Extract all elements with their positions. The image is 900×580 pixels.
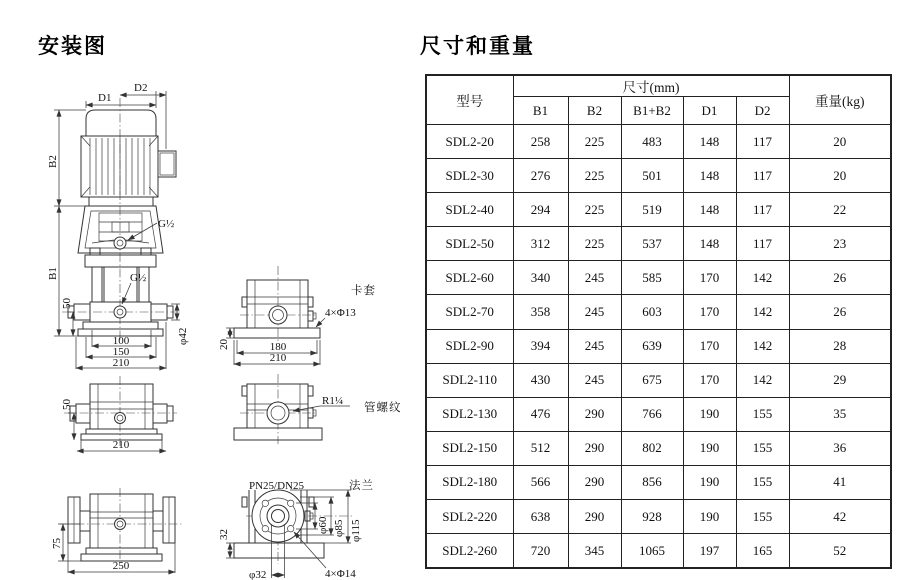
dim-32-label: 32 (218, 529, 230, 540)
d2-cell: 155 (736, 465, 789, 499)
b1-cell: 476 (513, 397, 568, 431)
table-row (426, 159, 891, 193)
b1-cell: 358 (513, 295, 568, 329)
w-cell: 29 (789, 363, 891, 397)
dim-50-label: 50 (61, 298, 73, 309)
dim-150-label: 150 (112, 346, 130, 358)
b2-cell: 290 (568, 500, 621, 534)
col-header-model: 型号 (426, 75, 513, 125)
col-header-weight: 重量(kg) (789, 75, 891, 125)
model-cell: SDL2-220 (426, 500, 513, 534)
dim-180-label: 180 (269, 341, 287, 353)
thread-view (234, 374, 402, 444)
dim-phi32-label: φ32 (249, 569, 267, 580)
b1b2-cell: 856 (621, 465, 683, 499)
b1b2-cell: 1065 (621, 534, 683, 569)
w-cell: 22 (789, 193, 891, 227)
installation-diagram-title: 安装图 (38, 35, 107, 58)
d2-cell: 142 (736, 295, 789, 329)
b2-cell: 225 (568, 227, 621, 261)
w-cell: 35 (789, 397, 891, 431)
flange-view (218, 478, 374, 580)
b2-cell: 245 (568, 295, 621, 329)
dim-210-label: 210 (112, 357, 130, 369)
table-row (426, 227, 891, 261)
d2-cell: 117 (736, 125, 789, 159)
d2-cell: 165 (736, 534, 789, 569)
d1-cell: 190 (683, 500, 736, 534)
model-cell: SDL2-90 (426, 329, 513, 363)
table-row (426, 295, 891, 329)
w-cell: 20 (789, 159, 891, 193)
w-cell: 23 (789, 227, 891, 261)
dim-75-label: 75 (51, 538, 63, 549)
w-cell: 20 (789, 125, 891, 159)
dim-phi60-label: φ60 (317, 516, 329, 534)
table-header (426, 75, 891, 125)
w-cell: 41 (789, 465, 891, 499)
dim-250-label: 250 (112, 560, 130, 572)
col-header-dims-group: 尺寸(mm) (513, 75, 789, 97)
w-cell: 26 (789, 261, 891, 295)
b2-cell: 225 (568, 193, 621, 227)
d2-cell: 117 (736, 227, 789, 261)
b1-cell: 394 (513, 329, 568, 363)
dim-d1-label: D1 (98, 92, 112, 104)
clamp-name-label: 卡套 (351, 285, 376, 297)
dim-phi42-label: φ42 (177, 327, 189, 345)
b1b2-cell: 585 (621, 261, 683, 295)
dim-20-label: 20 (218, 339, 230, 350)
dim-b2-label: B2 (47, 155, 59, 168)
model-cell: SDL2-20 (426, 125, 513, 159)
dim-d2-label: D2 (134, 82, 148, 94)
w-cell: 52 (789, 534, 891, 569)
base-view-50 (61, 376, 177, 452)
b2-cell: 245 (568, 329, 621, 363)
installation-drawing (0, 0, 420, 580)
b1b2-cell: 928 (621, 500, 683, 534)
d1-cell: 190 (683, 465, 736, 499)
table-body (426, 125, 891, 569)
b1b2-cell: 483 (621, 125, 683, 159)
b1b2-cell: 603 (621, 295, 683, 329)
d1-cell: 190 (683, 397, 736, 431)
b1b2-cell: 537 (621, 227, 683, 261)
dim-210b-label: 210 (112, 439, 130, 451)
b1-cell: 294 (513, 193, 568, 227)
b2-cell: 345 (568, 534, 621, 569)
d1-cell: 190 (683, 431, 736, 465)
clamp-holes-label: 4×Φ13 (325, 307, 356, 319)
b2-cell: 245 (568, 363, 621, 397)
clamp-view (218, 266, 376, 365)
d2-cell: 155 (736, 397, 789, 431)
table-row (426, 500, 891, 534)
b2-cell: 225 (568, 159, 621, 193)
model-cell: SDL2-40 (426, 193, 513, 227)
flange-holes-label: 4×Φ14 (325, 568, 356, 580)
d1-cell: 148 (683, 227, 736, 261)
d2-cell: 155 (736, 500, 789, 534)
flange-name-label: 法兰 (349, 480, 374, 492)
d1-cell: 197 (683, 534, 736, 569)
b2-cell: 245 (568, 261, 621, 295)
d2-cell: 142 (736, 363, 789, 397)
col-header-b2: B2 (568, 97, 621, 125)
d2-cell: 142 (736, 329, 789, 363)
model-cell: SDL2-50 (426, 227, 513, 261)
table-row (426, 125, 891, 159)
model-cell: SDL2-130 (426, 397, 513, 431)
b1b2-cell: 519 (621, 193, 683, 227)
b1b2-cell: 501 (621, 159, 683, 193)
dimensions-weight-title: 尺寸和重量 (420, 35, 535, 58)
table-row (426, 193, 891, 227)
dim-100-label: 100 (112, 335, 130, 347)
dimensions-weight-section (425, 74, 892, 569)
b1-cell: 720 (513, 534, 568, 569)
dim-phi85-label: φ85 (333, 519, 345, 537)
table-row (426, 534, 891, 569)
w-cell: 42 (789, 500, 891, 534)
model-cell: SDL2-60 (426, 261, 513, 295)
d1-cell: 148 (683, 193, 736, 227)
thread-name-label: 管螺纹 (364, 402, 402, 414)
d1-cell: 170 (683, 295, 736, 329)
dim-210c-label: 210 (269, 352, 287, 364)
w-cell: 28 (789, 329, 891, 363)
table-row (426, 261, 891, 295)
b2-cell: 290 (568, 397, 621, 431)
g-half-bottom-label: G½ (130, 272, 147, 284)
d2-cell: 142 (736, 261, 789, 295)
flange-spec-label: PN25/DN25 (249, 480, 305, 492)
dim-phi115-label: φ115 (350, 519, 362, 542)
table-row (426, 363, 891, 397)
dim-b1-label: B1 (47, 267, 59, 280)
b1b2-cell: 766 (621, 397, 683, 431)
col-header-d1: D1 (683, 97, 736, 125)
model-cell: SDL2-30 (426, 159, 513, 193)
b1-cell: 638 (513, 500, 568, 534)
motor-fins (81, 136, 158, 197)
b1-cell: 312 (513, 227, 568, 261)
w-cell: 36 (789, 431, 891, 465)
col-header-b1: B1 (513, 97, 568, 125)
d1-cell: 170 (683, 363, 736, 397)
b1b2-cell: 675 (621, 363, 683, 397)
b1b2-cell: 802 (621, 431, 683, 465)
table-row (426, 431, 891, 465)
d1-cell: 148 (683, 159, 736, 193)
d2-cell: 117 (736, 159, 789, 193)
main-pump-view (47, 82, 189, 369)
model-cell: SDL2-110 (426, 363, 513, 397)
dim-50b-label: 50 (61, 399, 73, 410)
b1-cell: 258 (513, 125, 568, 159)
model-cell: SDL2-150 (426, 431, 513, 465)
thread-spec-label: R1¼ (322, 395, 344, 407)
b1-cell: 512 (513, 431, 568, 465)
d1-cell: 170 (683, 329, 736, 363)
b2-cell: 290 (568, 465, 621, 499)
dimensions-table (425, 74, 892, 569)
model-cell: SDL2-180 (426, 465, 513, 499)
b1-cell: 566 (513, 465, 568, 499)
base-view-75 (51, 488, 182, 573)
table-row (426, 397, 891, 431)
table-row (426, 465, 891, 499)
b2-cell: 290 (568, 431, 621, 465)
table-row (426, 329, 891, 363)
col-header-d2: D2 (736, 97, 789, 125)
g-half-top-label: G½ (158, 218, 175, 230)
col-header-b1b2: B1+B2 (621, 97, 683, 125)
b2-cell: 225 (568, 125, 621, 159)
d1-cell: 170 (683, 261, 736, 295)
model-cell: SDL2-70 (426, 295, 513, 329)
b1b2-cell: 639 (621, 329, 683, 363)
d1-cell: 148 (683, 125, 736, 159)
w-cell: 26 (789, 295, 891, 329)
b1-cell: 340 (513, 261, 568, 295)
d2-cell: 117 (736, 193, 789, 227)
model-cell: SDL2-260 (426, 534, 513, 569)
b1-cell: 276 (513, 159, 568, 193)
b1-cell: 430 (513, 363, 568, 397)
d2-cell: 155 (736, 431, 789, 465)
